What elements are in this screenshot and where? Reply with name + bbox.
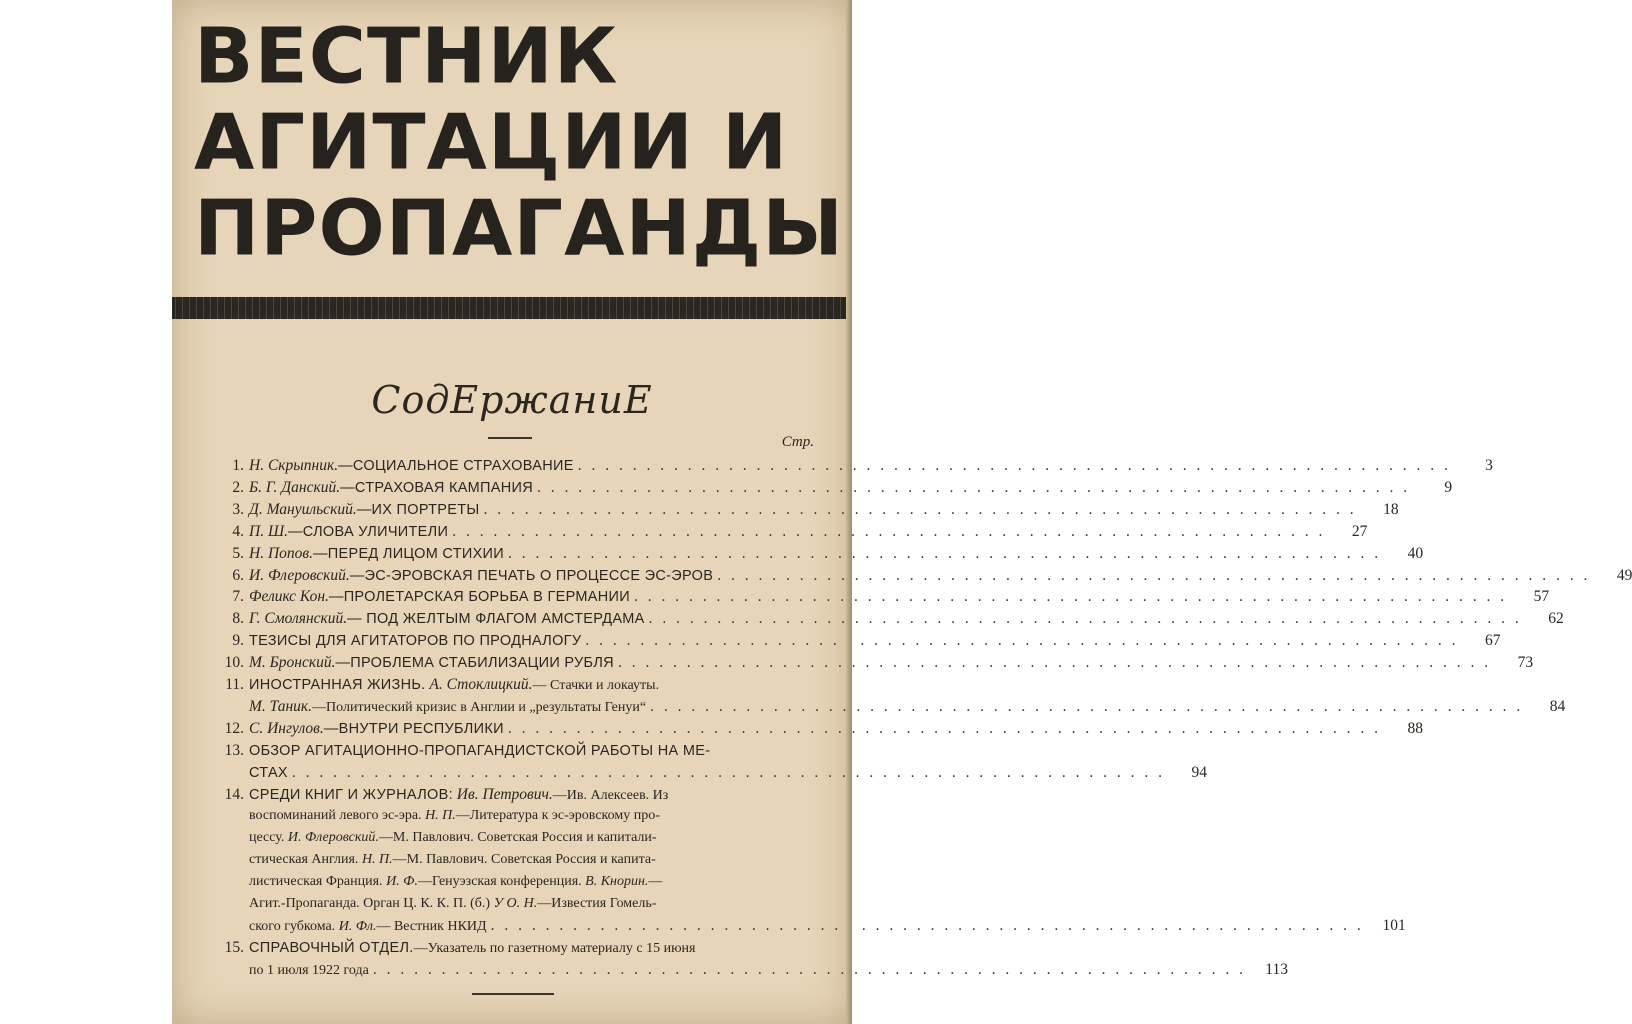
leader-dots: [373, 959, 1246, 981]
entry-title: —ПРОЛЕТАРСКАЯ БОРЬБА В ГЕРМАНИИ: [328, 589, 630, 606]
entry-number: 10.: [224, 654, 244, 672]
entry-number: 5.: [232, 544, 244, 562]
entry-title: —ВНУТРИ РЕСПУБЛИКИ: [323, 720, 504, 737]
masthead: [194, 14, 844, 272]
toc-entry-10: [202, 652, 1534, 674]
entry-title: — ПОД ЖЕЛТЫМ ФЛАГОМ АМСТЕРДАМА: [347, 611, 645, 628]
entry-text: стическая Англия.: [249, 852, 359, 868]
entry-title: —СЛОВА УЛИЧИТЕЛИ: [288, 523, 449, 540]
leader-dots: [650, 696, 1523, 718]
entry-author: А. Стоклицкий.: [429, 676, 533, 694]
entry-number: 6.: [232, 566, 244, 584]
entry-number: 7.: [232, 588, 244, 606]
entry-title-continued: СТАХ: [249, 764, 288, 781]
entry-author: Ив. Петрович.: [456, 785, 553, 803]
toc-entry-13: [202, 740, 1208, 784]
entry-title: —ИХ ПОРТРЕТЫ: [356, 501, 480, 518]
entry-page: 94: [1191, 763, 1208, 781]
entry-text: —Ив. Алексеев. Из: [552, 787, 669, 803]
entry-title: —СОЦИАЛЬНОЕ СТРАХОВАНИЕ: [338, 458, 574, 474]
leader-dots: [292, 762, 1165, 784]
leader-dots: [537, 477, 1410, 499]
entry-author: И. Флеровский.: [287, 830, 379, 846]
entry-page: 62: [1548, 610, 1564, 628]
leader-dots: [452, 521, 1325, 543]
entry-author: Н. Скрыпник.: [249, 457, 339, 474]
entry-title: —ЭС-ЭРОВСКАЯ ПЕЧАТЬ О ПРОЦЕССЕ ЭС-ЭРОВ: [349, 567, 714, 584]
entry-author: И. Флеровский.: [249, 566, 350, 584]
entry-author: В. Кнорин.: [585, 874, 649, 890]
bottom-rule: [472, 993, 554, 995]
toc-entry-8: [202, 608, 1564, 630]
toc-entry-12: [202, 718, 1423, 740]
entry-page: 40: [1407, 544, 1424, 562]
entry-author: У О. Н.: [493, 895, 538, 911]
entry-text: —Генуэзская конференция.: [417, 874, 582, 890]
leader-dots: [508, 543, 1381, 565]
entry-page: 9: [1444, 478, 1453, 496]
leader-dots: [634, 586, 1507, 608]
entry-title: ОБЗОР АГИТАЦИОННО-ПРОПАГАНДИСТСКОЙ РАБОТЫ НА МЕ-: [249, 742, 711, 759]
entry-text: —Известия Гомель-: [537, 895, 657, 911]
entry-page: 84: [1549, 697, 1566, 715]
entry-page: 88: [1407, 719, 1423, 737]
entry-text: — Стачки и локауты.: [532, 678, 660, 694]
entry-page: 57: [1533, 588, 1550, 606]
entry-author: Феликс Кон.: [249, 588, 329, 606]
toc-entry-5: [202, 543, 1424, 565]
entry-number: 15.: [224, 938, 244, 956]
entry-number: 12.: [224, 719, 244, 737]
entry-title: СПРАВОЧНЫЙ ОТДЕЛ.: [249, 939, 414, 956]
entry-text: Агит.-Пропаганда. Орган Ц. К. К. П. (б.): [249, 895, 491, 911]
entry-page: 18: [1383, 500, 1399, 518]
entry-page: 101: [1382, 916, 1406, 934]
entry-author: Н. Попов.: [249, 544, 313, 562]
masthead-line-3: ПРОПАГАНДЫ: [194, 184, 845, 274]
masthead-line-2: АГИТАЦИИ И: [194, 98, 789, 188]
toc-entry-1: [202, 455, 1493, 477]
toc-entry-2: [202, 477, 1453, 499]
entry-number: 13.: [224, 741, 244, 759]
toc-entry-3: [202, 499, 1399, 521]
entry-text: цессу.: [249, 830, 285, 846]
entry-text: по 1 июля 1922 года: [249, 962, 369, 978]
toc-entry-6: [202, 565, 1632, 587]
toc-entry-4: [202, 521, 1368, 543]
entry-title: ИНОСТРАННАЯ ЖИЗНЬ.: [249, 677, 426, 694]
entry-author: П. Ш.: [249, 522, 288, 540]
entry-page: 113: [1265, 960, 1288, 978]
table-of-contents: [202, 455, 1632, 981]
entry-author: И. Фл.: [338, 918, 377, 934]
leader-dots: [649, 608, 1522, 630]
entry-author: Г. Смолянский.: [249, 610, 348, 628]
entry-author: М. Бронский.: [249, 654, 336, 672]
toc-entry-15: [202, 937, 1288, 981]
entry-number: 4.: [232, 522, 244, 540]
entry-text: листическая Франция.: [249, 874, 383, 890]
entry-text: —М. Павлович. Советская Россия и капита-: [392, 852, 656, 868]
contents-title: СодЕржаниЕ: [371, 378, 653, 422]
entry-author: Д. Мануильский.: [249, 500, 357, 518]
entry-author: М. Таник.: [249, 697, 313, 715]
entry-number: 11.: [225, 676, 244, 694]
leader-dots: [618, 652, 1491, 674]
leader-dots: [578, 455, 1451, 477]
entry-author: С. Ингулов.: [249, 719, 324, 737]
entry-author: И. Ф.: [386, 874, 418, 890]
entry-author: Н. П.: [361, 852, 393, 868]
entry-page: 73: [1517, 654, 1534, 672]
toc-entry-14: [202, 784, 1406, 937]
entry-title: —ПЕРЕД ЛИЦОМ СТИХИИ: [313, 545, 504, 562]
toc-entry-9: [202, 630, 1501, 652]
page-right-edge: [846, 0, 852, 1024]
leader-dots: [484, 499, 1357, 521]
entry-number: 9.: [232, 632, 244, 650]
masthead-line-1: ВЕСТНИК: [194, 12, 619, 102]
entry-text: —: [648, 874, 663, 890]
entry-author: Б. Г. Данский.: [249, 478, 341, 496]
entry-title: —СТРАХОВАЯ КАМПАНИЯ: [340, 479, 534, 496]
entry-text: —Указатель по газетному материалу с 15 июня: [413, 940, 696, 956]
toc-entry-7: [202, 586, 1550, 608]
entry-title: —ПРОБЛЕМА СТАБИЛИЗАЦИИ РУБЛЯ: [335, 655, 614, 672]
leader-dots: [585, 630, 1458, 652]
entry-text: воспоминаний левого эс-эра.: [249, 808, 422, 824]
entry-number: 3.: [232, 500, 244, 518]
page-column-label: Стр.: [781, 434, 814, 450]
entry-author: Н. П.: [425, 808, 456, 824]
entry-text: —М. Павлович. Советская Россия и капитали-: [378, 830, 657, 846]
entry-title: СРЕДИ КНИГ И ЖУРНАЛОВ:: [249, 786, 453, 803]
contents-title-rule: [488, 437, 532, 439]
entry-page: 49: [1616, 566, 1632, 584]
entry-text: ского губкома.: [249, 918, 336, 934]
leader-dots: [491, 915, 1364, 937]
toc-entry-11: [202, 674, 1566, 718]
entry-title: ТЕЗИСЫ ДЛЯ АГИТАТОРОВ ПО ПРОДНАЛОГУ: [249, 633, 582, 650]
entry-page: 3: [1485, 457, 1493, 474]
journal-page: [172, 0, 1632, 1024]
leader-dots: [508, 718, 1381, 740]
entry-text: —Литература к эс-эровскому про-: [455, 808, 660, 824]
entry-number: 8.: [232, 610, 244, 628]
entry-text: —Политический кризис в Англии и „результаты Генуи“: [312, 699, 647, 715]
entry-page: 27: [1351, 522, 1368, 540]
entry-number: 2.: [232, 478, 244, 496]
entry-text: — Вестник НКИД: [376, 918, 487, 934]
masthead-rule: [172, 297, 852, 319]
entry-number: 1.: [232, 457, 244, 474]
entry-number: 14.: [224, 785, 244, 803]
entry-page: 67: [1484, 632, 1501, 650]
